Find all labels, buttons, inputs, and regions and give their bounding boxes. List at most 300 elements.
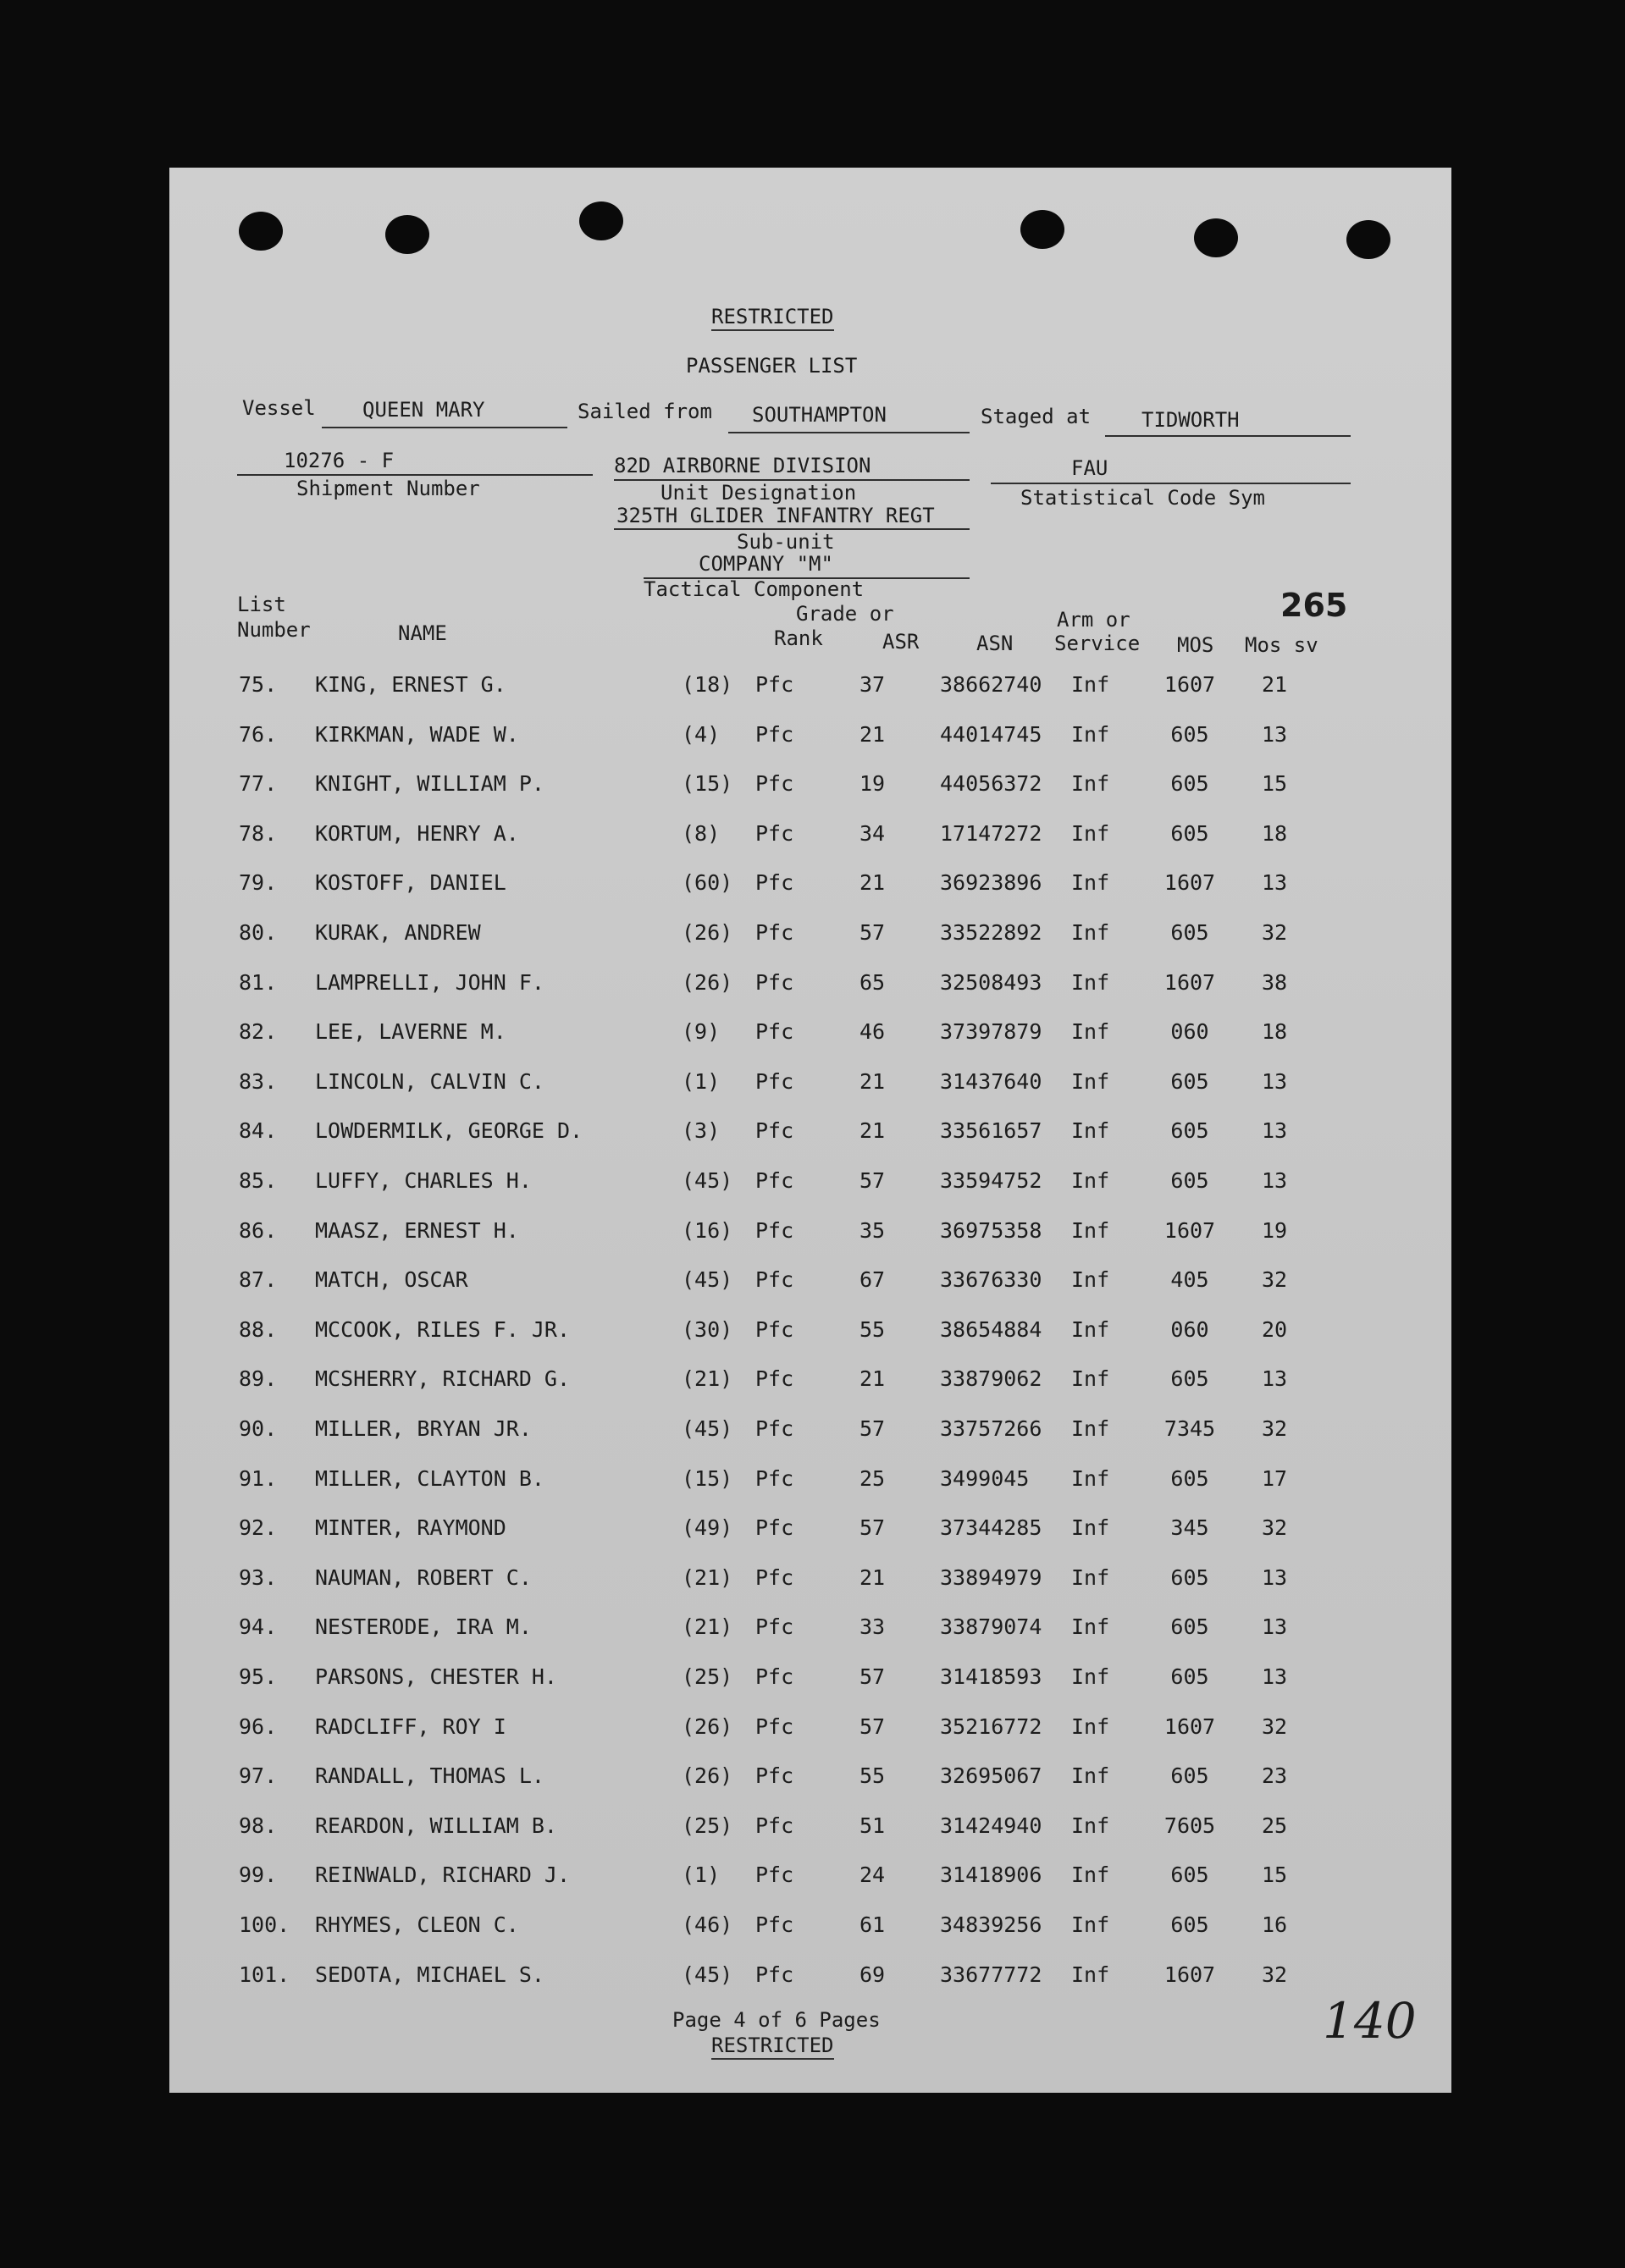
sub-unit-value: 325TH GLIDER INFANTRY REGT	[616, 504, 935, 527]
grade-rank: Pfc	[755, 672, 794, 697]
asr-score: 55	[859, 1763, 886, 1788]
table-row	[169, 1069, 1451, 1103]
mos-service: 21	[1261, 672, 1288, 697]
page-stamp-number: 265	[1280, 587, 1348, 624]
grade-rank: Pfc	[755, 1912, 794, 1937]
mos-code: 060	[1170, 1019, 1209, 1044]
arm-service: Inf	[1071, 1763, 1110, 1788]
grade-rank: Pfc	[755, 1366, 794, 1391]
sailed-from-label: Sailed from	[578, 400, 712, 423]
restricted-footer: RESTRICTED	[711, 2035, 834, 2060]
asr-score: 67	[859, 1267, 886, 1292]
passenger-name: KURAK, ANDREW	[315, 920, 481, 945]
table-row	[169, 920, 1451, 954]
mos-service: 25	[1261, 1813, 1288, 1838]
passenger-name: REARDON, WILLIAM B.	[315, 1813, 557, 1838]
arm-service: Inf	[1071, 1218, 1110, 1243]
mos-code: 605	[1170, 1366, 1209, 1391]
classification-code: (45)	[682, 1416, 733, 1441]
shipment-number-label: Shipment Number	[296, 477, 480, 500]
vessel-value: QUEEN MARY	[362, 398, 485, 422]
staged-at-value: TIDWORTH	[1141, 408, 1240, 432]
classification-code: (8)	[682, 821, 721, 846]
mos-service: 13	[1261, 1118, 1288, 1143]
classification-code: (45)	[682, 1962, 733, 1987]
mos-service: 17	[1261, 1466, 1288, 1491]
asr-score: 57	[859, 1416, 886, 1441]
grade-rank: Pfc	[755, 1118, 794, 1143]
army-serial-number: 44014745	[940, 722, 1042, 747]
classification-code: (26)	[682, 920, 733, 945]
list-number: 79.	[239, 870, 278, 895]
asr-score: 19	[859, 771, 886, 796]
asr-score: 57	[859, 1515, 886, 1540]
classification-code: (3)	[682, 1118, 721, 1143]
list-number: 78.	[239, 821, 278, 846]
col-asn: ASN	[976, 632, 1014, 655]
mos-code: 1607	[1163, 672, 1216, 697]
arm-service: Inf	[1071, 920, 1110, 945]
passenger-name: MCSHERRY, RICHARD G.	[315, 1366, 571, 1391]
asr-score: 21	[859, 1069, 886, 1094]
asr-score: 24	[859, 1862, 886, 1887]
grade-rank: Pfc	[755, 1714, 794, 1739]
mos-code: 1607	[1163, 1962, 1216, 1987]
list-number: 83.	[239, 1069, 278, 1094]
passenger-name: SEDOTA, MICHAEL S.	[315, 1962, 544, 1987]
restricted-header: RESTRICTED	[711, 306, 834, 331]
army-serial-number: 32508493	[940, 970, 1042, 995]
classification-code: (21)	[682, 1366, 733, 1391]
asr-score: 21	[859, 1366, 886, 1391]
army-serial-number: 31424940	[940, 1813, 1042, 1838]
army-serial-number: 33676330	[940, 1267, 1042, 1292]
arm-service: Inf	[1071, 1565, 1110, 1590]
shipment-number-value: 10276 - F	[284, 449, 395, 472]
mos-service: 32	[1261, 1416, 1288, 1441]
arm-service: Inf	[1071, 970, 1110, 995]
army-serial-number: 33594752	[940, 1168, 1042, 1193]
table-row	[169, 1813, 1451, 1847]
vessel-label: Vessel	[242, 396, 316, 420]
table-row	[169, 1565, 1451, 1599]
tactical-component-label: Tactical Component	[644, 577, 865, 601]
army-serial-number: 3499045	[940, 1466, 1030, 1491]
army-serial-number: 33522892	[940, 920, 1042, 945]
passenger-name: NAUMAN, ROBERT C.	[315, 1565, 532, 1590]
table-row	[169, 1515, 1451, 1549]
asr-score: 34	[859, 821, 886, 846]
unit-designation-value: 82D AIRBORNE DIVISION	[614, 454, 871, 477]
grade-rank: Pfc	[755, 1565, 794, 1590]
sailed-from-value: SOUTHAMPTON	[752, 403, 887, 427]
arm-service: Inf	[1071, 722, 1110, 747]
grade-rank: Pfc	[755, 771, 794, 796]
table-row	[169, 1763, 1451, 1797]
statistical-code-value: FAU	[1071, 456, 1108, 480]
asr-score: 25	[859, 1466, 886, 1491]
arm-service: Inf	[1071, 1466, 1110, 1491]
table-row	[169, 1466, 1451, 1500]
mos-service: 13	[1261, 870, 1288, 895]
table-row	[169, 1962, 1451, 1996]
asr-score: 35	[859, 1218, 886, 1243]
col-arm-or: Arm or	[1057, 608, 1130, 632]
staged-at-label: Staged at	[981, 405, 1092, 428]
list-number: 76.	[239, 722, 278, 747]
col-service: Service	[1054, 632, 1141, 655]
list-number: 82.	[239, 1019, 278, 1044]
arm-service: Inf	[1071, 1366, 1110, 1391]
army-serial-number: 34839256	[940, 1912, 1042, 1937]
arm-service: Inf	[1071, 1069, 1110, 1094]
army-serial-number: 38662740	[940, 672, 1042, 697]
mos-service: 13	[1261, 1614, 1288, 1639]
asr-score: 57	[859, 1664, 886, 1689]
army-serial-number: 37397879	[940, 1019, 1042, 1044]
mos-code: 1607	[1163, 870, 1216, 895]
mos-service: 38	[1261, 970, 1288, 995]
list-number: 96.	[239, 1714, 278, 1739]
list-number: 101.	[239, 1962, 290, 1987]
classification-code: (1)	[682, 1862, 721, 1887]
list-number: 75.	[239, 672, 278, 697]
grade-rank: Pfc	[755, 1466, 794, 1491]
mos-service: 23	[1261, 1763, 1288, 1788]
mos-service: 32	[1261, 1714, 1288, 1739]
arm-service: Inf	[1071, 1416, 1110, 1441]
list-number: 86.	[239, 1218, 278, 1243]
asr-score: 55	[859, 1317, 886, 1342]
classification-code: (16)	[682, 1218, 733, 1243]
arm-service: Inf	[1071, 1168, 1110, 1193]
arm-service: Inf	[1071, 1317, 1110, 1342]
table-row	[169, 821, 1451, 855]
mos-code: 605	[1170, 771, 1209, 796]
list-number: 85.	[239, 1168, 278, 1193]
mos-service: 13	[1261, 1069, 1288, 1094]
classification-code: (26)	[682, 970, 733, 995]
list-number: 97.	[239, 1763, 278, 1788]
table-row	[169, 1366, 1451, 1400]
table-row	[169, 771, 1451, 805]
grade-rank: Pfc	[755, 920, 794, 945]
arm-service: Inf	[1071, 1118, 1110, 1143]
mos-service: 13	[1261, 1664, 1288, 1689]
mos-code: 605	[1170, 1664, 1209, 1689]
mos-service: 18	[1261, 821, 1288, 846]
arm-service: Inf	[1071, 1714, 1110, 1739]
col-list: List	[237, 593, 286, 616]
passenger-name: LUFFY, CHARLES H.	[315, 1168, 532, 1193]
passenger-name: KORTUM, HENRY A.	[315, 821, 519, 846]
mos-code: 605	[1170, 1862, 1209, 1887]
arm-service: Inf	[1071, 1862, 1110, 1887]
army-serial-number: 33561657	[940, 1118, 1042, 1143]
mos-code: 605	[1170, 1069, 1209, 1094]
table-row	[169, 1019, 1451, 1053]
mos-service: 15	[1261, 1862, 1288, 1887]
mos-code: 060	[1170, 1317, 1209, 1342]
passenger-name: MILLER, BRYAN JR.	[315, 1416, 532, 1441]
statistical-code-label: Statistical Code Sym	[1020, 486, 1265, 510]
arm-service: Inf	[1071, 1813, 1110, 1838]
passenger-name: MCCOOK, RILES F. JR.	[315, 1317, 571, 1342]
mos-service: 13	[1261, 722, 1288, 747]
table-row	[169, 722, 1451, 756]
grade-rank: Pfc	[755, 1168, 794, 1193]
passenger-name: NESTERODE, IRA M.	[315, 1614, 532, 1639]
asr-score: 21	[859, 1118, 886, 1143]
passenger-name: MAASZ, ERNEST H.	[315, 1218, 519, 1243]
passenger-table	[169, 168, 1451, 2093]
table-row	[169, 1317, 1451, 1351]
table-row	[169, 1614, 1451, 1648]
grade-rank: Pfc	[755, 1515, 794, 1540]
tactical-component-value: COMPANY "M"	[699, 552, 833, 576]
grade-rank: Pfc	[755, 722, 794, 747]
classification-code: (18)	[682, 672, 733, 697]
passenger-name: RANDALL, THOMAS L.	[315, 1763, 544, 1788]
mos-service: 20	[1261, 1317, 1288, 1342]
asr-score: 57	[859, 920, 886, 945]
mos-code: 605	[1170, 1466, 1209, 1491]
mos-service: 13	[1261, 1168, 1288, 1193]
list-number: 94.	[239, 1614, 278, 1639]
grade-rank: Pfc	[755, 1664, 794, 1689]
col-mos: MOS	[1177, 633, 1214, 657]
asr-score: 37	[859, 672, 886, 697]
classification-code: (46)	[682, 1912, 733, 1937]
list-number: 91.	[239, 1466, 278, 1491]
passenger-name: MINTER, RAYMOND	[315, 1515, 506, 1540]
mos-code: 7345	[1163, 1416, 1216, 1441]
army-serial-number: 31418906	[940, 1862, 1042, 1887]
classification-code: (25)	[682, 1813, 733, 1838]
arm-service: Inf	[1071, 672, 1110, 697]
table-row	[169, 1664, 1451, 1698]
table-row	[169, 1416, 1451, 1450]
classification-code: (30)	[682, 1317, 733, 1342]
passenger-name: LAMPRELLI, JOHN F.	[315, 970, 544, 995]
table-row	[169, 1218, 1451, 1252]
list-number: 98.	[239, 1813, 278, 1838]
table-row	[169, 1714, 1451, 1748]
col-mos-sv: Mos sv	[1245, 633, 1318, 657]
mos-code: 605	[1170, 1614, 1209, 1639]
passenger-name: KIRKMAN, WADE W.	[315, 722, 519, 747]
list-number: 89.	[239, 1366, 278, 1391]
arm-service: Inf	[1071, 870, 1110, 895]
table-row	[169, 870, 1451, 904]
document-page	[169, 168, 1451, 2093]
passenger-name: KOSTOFF, DANIEL	[315, 870, 506, 895]
list-number: 99.	[239, 1862, 278, 1887]
page-count: Page 4 of 6 Pages	[672, 2008, 881, 2032]
col-asr: ASR	[882, 630, 920, 654]
army-serial-number: 33677772	[940, 1962, 1042, 1987]
passenger-name: REINWALD, RICHARD J.	[315, 1862, 571, 1887]
grade-rank: Pfc	[755, 870, 794, 895]
list-number: 87.	[239, 1267, 278, 1292]
mos-code: 605	[1170, 1912, 1209, 1937]
army-serial-number: 35216772	[940, 1714, 1042, 1739]
grade-rank: Pfc	[755, 1962, 794, 1987]
classification-code: (26)	[682, 1714, 733, 1739]
grade-rank: Pfc	[755, 1763, 794, 1788]
army-serial-number: 32695067	[940, 1763, 1042, 1788]
grade-rank: Pfc	[755, 1862, 794, 1887]
col-rank: Rank	[774, 626, 823, 650]
grade-rank: Pfc	[755, 1416, 794, 1441]
list-number: 100.	[239, 1912, 290, 1937]
asr-score: 33	[859, 1614, 886, 1639]
table-row	[169, 1862, 1451, 1896]
army-serial-number: 33894979	[940, 1565, 1042, 1590]
mos-service: 32	[1261, 920, 1288, 945]
asr-score: 46	[859, 1019, 886, 1044]
table-row	[169, 672, 1451, 706]
mos-service: 13	[1261, 1366, 1288, 1391]
army-serial-number: 37344285	[940, 1515, 1042, 1540]
arm-service: Inf	[1071, 1962, 1110, 1987]
asr-score: 69	[859, 1962, 886, 1987]
table-row	[169, 970, 1451, 1004]
mos-code: 605	[1170, 1565, 1209, 1590]
army-serial-number: 36975358	[940, 1218, 1042, 1243]
passenger-name: LEE, LAVERNE M.	[315, 1019, 506, 1044]
mos-code: 1607	[1163, 1714, 1216, 1739]
table-row	[169, 1168, 1451, 1202]
passenger-name: LINCOLN, CALVIN C.	[315, 1069, 544, 1094]
mos-code: 605	[1170, 1168, 1209, 1193]
passenger-name: LOWDERMILK, GEORGE D.	[315, 1118, 583, 1143]
mos-service: 18	[1261, 1019, 1288, 1044]
army-serial-number: 38654884	[940, 1317, 1042, 1342]
asr-score: 21	[859, 870, 886, 895]
army-serial-number: 17147272	[940, 821, 1042, 846]
arm-service: Inf	[1071, 1019, 1110, 1044]
grade-rank: Pfc	[755, 1317, 794, 1342]
grade-rank: Pfc	[755, 1218, 794, 1243]
list-number: 81.	[239, 970, 278, 995]
passenger-name: KNIGHT, WILLIAM P.	[315, 771, 544, 796]
list-number: 80.	[239, 920, 278, 945]
army-serial-number: 33879074	[940, 1614, 1042, 1639]
classification-code: (1)	[682, 1069, 721, 1094]
table-row	[169, 1267, 1451, 1301]
army-serial-number: 31437640	[940, 1069, 1042, 1094]
table-row	[169, 1118, 1451, 1152]
mos-code: 605	[1170, 1118, 1209, 1143]
asr-score: 65	[859, 970, 886, 995]
passenger-name: MATCH, OSCAR	[315, 1267, 468, 1292]
grade-rank: Pfc	[755, 1267, 794, 1292]
sub-unit-label: Sub-unit	[737, 530, 835, 554]
army-serial-number: 31418593	[940, 1664, 1042, 1689]
army-serial-number: 44056372	[940, 771, 1042, 796]
asr-score: 21	[859, 1565, 886, 1590]
mos-code: 1607	[1163, 1218, 1216, 1243]
mos-code: 605	[1170, 920, 1209, 945]
mos-service: 32	[1261, 1962, 1288, 1987]
mos-service: 32	[1261, 1267, 1288, 1292]
grade-rank: Pfc	[755, 970, 794, 995]
mos-code: 1607	[1163, 970, 1216, 995]
classification-code: (15)	[682, 1466, 733, 1491]
col-name: NAME	[398, 621, 447, 645]
passenger-name: RHYMES, CLEON C.	[315, 1912, 519, 1937]
classification-code: (60)	[682, 870, 733, 895]
arm-service: Inf	[1071, 1614, 1110, 1639]
classification-code: (9)	[682, 1019, 721, 1044]
asr-score: 57	[859, 1714, 886, 1739]
arm-service: Inf	[1071, 771, 1110, 796]
mos-service: 15	[1261, 771, 1288, 796]
grade-rank: Pfc	[755, 1813, 794, 1838]
table-row	[169, 1912, 1451, 1946]
mos-code: 7605	[1163, 1813, 1216, 1838]
list-number: 88.	[239, 1317, 278, 1342]
classification-code: (25)	[682, 1664, 733, 1689]
passenger-name: PARSONS, CHESTER H.	[315, 1664, 557, 1689]
arm-service: Inf	[1071, 1664, 1110, 1689]
mos-service: 32	[1261, 1515, 1288, 1540]
list-number: 77.	[239, 771, 278, 796]
mos-service: 16	[1261, 1912, 1288, 1937]
passenger-name: KING, ERNEST G.	[315, 672, 506, 697]
unit-designation-label: Unit Designation	[661, 481, 857, 505]
army-serial-number: 33879062	[940, 1366, 1042, 1391]
arm-service: Inf	[1071, 1267, 1110, 1292]
document-title: PASSENGER LIST	[686, 354, 858, 378]
classification-code: (49)	[682, 1515, 733, 1540]
grade-rank: Pfc	[755, 821, 794, 846]
asr-score: 51	[859, 1813, 886, 1838]
classification-code: (45)	[682, 1267, 733, 1292]
asr-score: 57	[859, 1168, 886, 1193]
list-number: 93.	[239, 1565, 278, 1590]
classification-code: (26)	[682, 1763, 733, 1788]
arm-service: Inf	[1071, 1912, 1110, 1937]
arm-service: Inf	[1071, 821, 1110, 846]
list-number: 95.	[239, 1664, 278, 1689]
passenger-name: MILLER, CLAYTON B.	[315, 1466, 544, 1491]
classification-code: (4)	[682, 722, 721, 747]
grade-rank: Pfc	[755, 1614, 794, 1639]
mos-code: 605	[1170, 821, 1209, 846]
army-serial-number: 36923896	[940, 870, 1042, 895]
classification-code: (15)	[682, 771, 733, 796]
list-number: 90.	[239, 1416, 278, 1441]
grade-rank: Pfc	[755, 1019, 794, 1044]
mos-service: 19	[1261, 1218, 1288, 1243]
handwritten-number: 140	[1323, 1992, 1417, 2050]
army-serial-number: 33757266	[940, 1416, 1042, 1441]
classification-code: (45)	[682, 1168, 733, 1193]
mos-code: 405	[1170, 1267, 1209, 1292]
list-number: 84.	[239, 1118, 278, 1143]
mos-code: 605	[1170, 1763, 1209, 1788]
grade-rank: Pfc	[755, 1069, 794, 1094]
mos-code: 605	[1170, 722, 1209, 747]
col-number: Number	[237, 618, 311, 642]
asr-score: 21	[859, 722, 886, 747]
classification-code: (21)	[682, 1614, 733, 1639]
col-grade-or: Grade or	[796, 602, 894, 626]
mos-service: 13	[1261, 1565, 1288, 1590]
mos-code: 345	[1170, 1515, 1209, 1540]
